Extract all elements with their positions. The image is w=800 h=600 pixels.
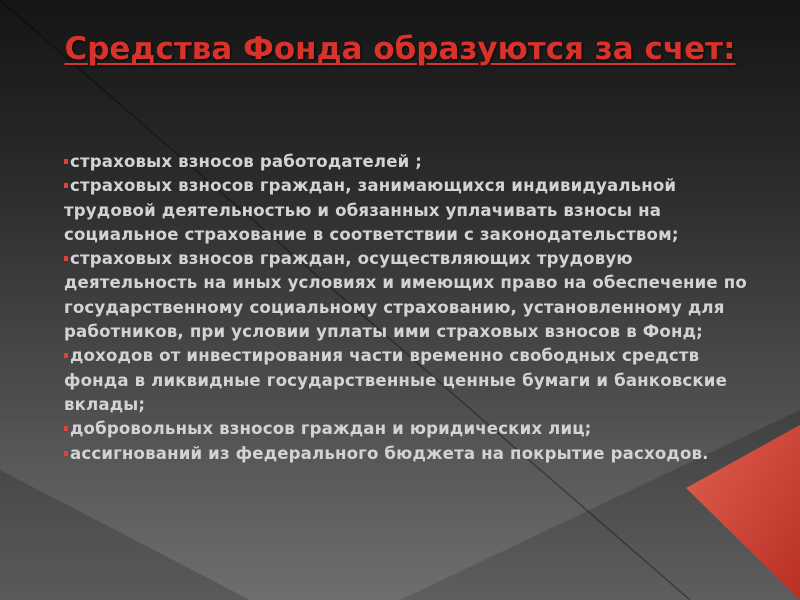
bullet-marker: [64, 183, 68, 188]
bullet-text: страховых взносов граждан, осуществляющих трудовую деятельность на иных условиях и имеющих право на обеспечение по государственному социальному страхованию, установленному для работников, при условии уплаты ими страховых взносов в Фонд;: [64, 249, 747, 342]
bullet-text: добровольных взносов граждан и юридических лиц;: [70, 419, 592, 439]
bullet-marker: [64, 451, 68, 456]
bullet-marker: [64, 426, 68, 431]
bullet-item: [64, 344, 754, 417]
bullet-text: страховых взносов работодателей ;: [70, 152, 423, 171]
bullet-item: [64, 442, 754, 466]
bullet-text: страховых взносов граждан, занимающихся индивидуальной трудовой деятельностью и обязанных уплачивать взносы на социальное страхование в соответствии с законодательством;: [64, 176, 679, 244]
bullet-item: [64, 417, 754, 441]
bullet-item: [64, 247, 754, 344]
slide-title: Средства Фонда образуются за счет:: [64, 31, 736, 67]
bullet-text: доходов от инвестирования части временно свободных средств фонда в ликвидные государственные ценные бумаги и банковские вклады;: [64, 346, 727, 414]
bullet-item: [64, 174, 754, 247]
bullet-list: [64, 150, 754, 466]
bullet-marker: [64, 159, 68, 164]
bullet-marker: [64, 353, 68, 358]
bullet-item: [64, 150, 754, 174]
bullet-marker: [64, 256, 68, 261]
bullet-text: ассигнований из федерального бюджета на покрытие расходов.: [70, 443, 709, 463]
